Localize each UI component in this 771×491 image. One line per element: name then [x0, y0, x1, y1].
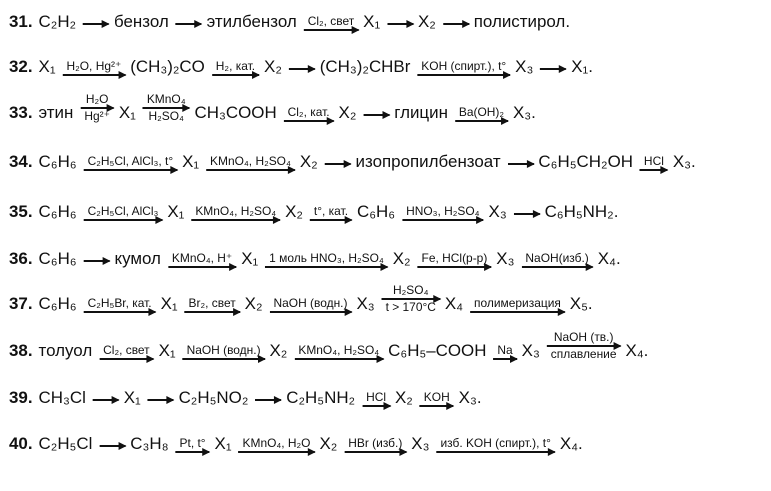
arrow-icon — [255, 399, 281, 401]
reaction-condition: 1 моль HNO₃, H₂SO₄ — [269, 251, 384, 266]
compound: C₂H₅NO₂ — [178, 388, 249, 407]
task-line — [9, 150, 768, 172]
reaction-condition: Br₂, свет — [188, 296, 236, 311]
reaction-condition: KOH — [423, 390, 450, 405]
reaction-arrow — [387, 22, 413, 32]
task-number: 34. — [9, 152, 33, 171]
task-number: 31. — [9, 12, 33, 31]
reaction-arrow — [443, 22, 469, 32]
reaction-condition: Fe, HCl(р-р) — [421, 251, 488, 266]
compound: X₄ — [444, 294, 464, 313]
reaction-arrow — [80, 93, 114, 123]
arrow-icon — [84, 169, 177, 171]
reaction-arrow — [148, 398, 174, 408]
compound: X₃. — [672, 152, 696, 171]
compound: X₄. — [597, 249, 621, 268]
reaction-arrow — [640, 155, 668, 172]
arrow-icon — [402, 219, 483, 221]
compound: X₂ — [244, 294, 263, 313]
compound: X₄. — [625, 341, 649, 360]
compound: C₃H₈ — [130, 434, 169, 453]
reaction-arrow — [270, 297, 352, 314]
arrow-icon — [99, 445, 125, 447]
compound: X₂ — [264, 57, 282, 76]
reaction-condition: H₂SO₄ — [393, 283, 429, 298]
reaction-condition: изб. KOH (спирт.), t° — [440, 436, 551, 451]
compound: X₄. — [559, 434, 583, 453]
task-number: 37. — [9, 294, 33, 313]
reaction-arrow — [84, 205, 163, 222]
reaction-condition: KOH (спирт.), t° — [421, 59, 507, 74]
reaction-arrow — [455, 106, 508, 123]
reaction-condition: HCl — [366, 390, 387, 405]
reaction-condition: C₂H₅Br, кат. — [87, 296, 152, 311]
arrow-icon — [289, 68, 315, 70]
compound: X₁ — [38, 57, 56, 76]
compound: C₂H₂ — [38, 12, 77, 31]
reaction-arrow — [508, 162, 534, 172]
arrow-icon — [99, 358, 153, 360]
arrow-icon — [176, 451, 210, 453]
reaction-condition: Cl₂, свет — [307, 14, 355, 29]
arrow-icon — [363, 114, 389, 116]
arrow-icon — [284, 120, 334, 122]
task-number: 32. — [9, 57, 33, 76]
compound: (CH₃)₂CO — [130, 57, 205, 76]
reaction-arrow — [168, 252, 236, 269]
compound: C₆H₆ — [38, 202, 77, 221]
compound: C₆H₆ — [356, 202, 396, 221]
arrow-icon — [84, 219, 163, 221]
compound: X₂ — [319, 434, 338, 453]
compound: CH₃COOH — [194, 103, 277, 122]
reaction-condition: H₂, кат. — [215, 59, 256, 74]
task-number: 40. — [9, 434, 33, 453]
compound: этилбензол — [206, 12, 297, 31]
reaction-condition: KMnO₄, H₂SO₄ — [298, 343, 380, 358]
reaction-arrow — [540, 67, 566, 77]
compound: X₃ — [411, 434, 430, 453]
arrow-icon — [270, 311, 352, 313]
reaction-condition: C₂H₅Cl, AlCl₃, t° — [87, 154, 174, 169]
arrow-icon — [514, 213, 540, 215]
arrow-icon — [417, 74, 510, 76]
reaction-arrow — [84, 259, 110, 269]
reaction-arrow — [83, 22, 109, 32]
reaction-condition: HBr (изб.) — [348, 436, 403, 451]
compound: C₂H₅NH₂ — [286, 388, 356, 407]
reaction-arrow — [363, 113, 389, 123]
arrow-icon — [191, 219, 280, 221]
reaction-arrow — [417, 60, 510, 77]
task-number: 33. — [9, 103, 33, 122]
arrow-icon — [540, 68, 566, 70]
arrow-icon — [547, 345, 621, 347]
task-line — [9, 386, 768, 408]
reaction-condition: KMnO₄, H₂SO₄ — [210, 154, 291, 169]
task-line — [9, 283, 768, 314]
reaction-arrow — [493, 344, 516, 361]
compound: X₁ — [158, 341, 176, 360]
reaction-arrow — [325, 162, 351, 172]
reaction-condition-below: t > 170°C — [385, 300, 436, 314]
compound: X₁ — [363, 12, 381, 31]
compound: X₂ — [338, 103, 357, 122]
reaction-condition-below: H₂SO₄ — [148, 109, 184, 123]
arrow-icon — [418, 266, 492, 268]
compound: X₂ — [418, 12, 436, 31]
arrow-icon — [362, 405, 390, 407]
arrow-icon — [80, 107, 114, 109]
task-line — [9, 330, 768, 361]
reaction-arrow — [418, 252, 492, 269]
reaction-arrow — [63, 60, 126, 77]
arrow-icon — [294, 358, 383, 360]
reaction-arrow — [185, 297, 240, 314]
arrow-icon — [304, 29, 358, 31]
arrow-icon — [84, 260, 110, 262]
compound: X₃ — [488, 202, 507, 221]
arrow-icon — [143, 107, 190, 109]
compound: (CH₃)₂CHBr — [319, 57, 411, 76]
reaction-arrow — [304, 15, 358, 32]
reaction-arrow — [176, 437, 210, 454]
arrow-icon — [344, 451, 406, 453]
arrow-icon — [83, 23, 109, 25]
arrow-icon — [382, 298, 440, 300]
compound: C₆H₅NH₂. — [544, 202, 619, 221]
arrow-icon — [508, 163, 534, 165]
reaction-arrow — [547, 331, 621, 361]
reaction-condition: H₂O, Hg²⁺ — [66, 59, 122, 74]
reaction-arrow — [176, 22, 202, 32]
arrow-icon — [183, 358, 265, 360]
compound: этин — [38, 103, 74, 122]
compound: X₁ — [241, 249, 259, 268]
arrow-icon — [436, 451, 554, 453]
compound: X₁ — [167, 202, 185, 221]
task-number: 39. — [9, 388, 33, 407]
reaction-condition: KMnO₄, H⁺ — [171, 251, 233, 266]
reaction-condition: KMnO₄, H₂SO₄ — [195, 204, 277, 219]
reaction-arrow — [265, 252, 388, 269]
arrow-icon — [493, 358, 516, 360]
reaction-condition: KMnO₄ — [146, 92, 186, 107]
arrow-icon — [93, 399, 119, 401]
compound: C₆H₆ — [38, 249, 77, 268]
compound: X₃. — [458, 388, 482, 407]
arrow-icon — [521, 266, 592, 268]
reaction-arrow — [255, 398, 281, 408]
arrow-icon — [176, 23, 202, 25]
reaction-condition: NaOH (тв.) — [553, 330, 614, 345]
compound: X₃ — [496, 249, 515, 268]
compound: глицин — [394, 103, 448, 122]
compound: X₃. — [512, 103, 536, 122]
reaction-arrow — [436, 437, 554, 454]
compound: C₆H₅CH₂OH — [538, 152, 633, 171]
reaction-condition-below: Hg²⁺ — [84, 109, 110, 123]
reaction-arrow — [521, 252, 592, 269]
compound: X₁. — [571, 57, 593, 76]
reaction-condition: HNO₃, H₂SO₄ — [406, 204, 480, 219]
task-line — [9, 247, 768, 269]
arrow-icon — [265, 266, 388, 268]
arrow-icon — [185, 311, 240, 313]
compound: X₂ — [269, 341, 288, 360]
reaction-arrow — [470, 297, 565, 314]
arrow-icon — [239, 451, 315, 453]
arrow-icon — [443, 23, 469, 25]
compound: X₃ — [356, 294, 375, 313]
arrow-icon — [640, 169, 668, 171]
compound: X₃ — [515, 57, 534, 76]
task-line — [9, 10, 768, 32]
compound: X₂ — [392, 249, 411, 268]
reaction-arrow — [93, 398, 119, 408]
arrow-icon — [455, 120, 508, 122]
compound: C₂H₅Cl — [38, 434, 93, 453]
reaction-condition: H₂O — [85, 92, 109, 107]
reaction-condition: NaOH (водн.) — [273, 296, 348, 311]
task-number: 36. — [9, 249, 33, 268]
reaction-arrow — [402, 205, 483, 222]
compound: C₆H₆ — [38, 152, 77, 171]
reaction-arrow — [99, 344, 153, 361]
reaction-arrow — [420, 391, 454, 408]
reaction-condition: t°, кат. — [313, 204, 349, 219]
reaction-arrow — [344, 437, 406, 454]
arrow-icon — [84, 311, 156, 313]
task-line — [9, 55, 768, 77]
reaction-condition: HCl — [643, 154, 664, 169]
reaction-arrow — [310, 205, 352, 222]
compound: CH₃Cl — [38, 388, 86, 407]
reaction-arrow — [514, 212, 540, 222]
compound: X₂ — [285, 202, 303, 221]
compound: бензол — [113, 12, 169, 31]
arrow-icon — [63, 74, 126, 76]
reaction-arrow — [183, 344, 265, 361]
reaction-condition: Cl₂, свет — [103, 343, 150, 358]
compound: кумол — [114, 249, 161, 268]
reaction-arrow — [362, 391, 390, 408]
reaction-condition: Cl₂, кат. — [287, 105, 330, 120]
reaction-condition: полимеризация — [474, 296, 561, 311]
task-line — [9, 200, 768, 222]
compound: X₂ — [394, 388, 413, 407]
compound: X₃ — [521, 341, 540, 360]
arrow-icon — [325, 163, 351, 165]
task-number: 35. — [9, 202, 33, 221]
reaction-arrow — [84, 155, 177, 172]
reaction-arrow — [84, 297, 156, 314]
arrow-icon — [387, 23, 413, 25]
compound: полистирол. — [473, 12, 571, 31]
arrow-icon — [168, 266, 236, 268]
task-number: 38. — [9, 341, 33, 360]
arrow-icon — [310, 219, 352, 221]
reaction-arrow — [191, 205, 280, 222]
task-line — [9, 432, 768, 454]
compound: X₁ — [214, 434, 232, 453]
reaction-condition: NaOH(изб.) — [525, 251, 589, 266]
reaction-arrow — [284, 106, 334, 123]
arrow-icon — [206, 169, 295, 171]
compound: C₆H₆ — [38, 294, 77, 313]
reaction-arrow — [99, 444, 125, 454]
reaction-arrow — [143, 93, 190, 123]
reaction-arrow — [382, 284, 440, 314]
compound: X₂ — [299, 152, 318, 171]
reaction-condition: NaOH (водн.) — [186, 343, 261, 358]
compound: X₁ — [123, 388, 141, 407]
reaction-condition: Na — [497, 343, 513, 358]
arrow-icon — [420, 405, 454, 407]
reaction-condition-below: сплавление — [550, 347, 617, 361]
compound: X₁ — [118, 103, 136, 122]
reaction-condition: C₂H₅Cl, AlCl₃ — [87, 204, 159, 219]
compound: X₁ — [160, 294, 178, 313]
reaction-arrow — [294, 344, 383, 361]
arrow-icon — [212, 74, 259, 76]
arrow-icon — [470, 311, 565, 313]
task-line — [9, 92, 768, 123]
reaction-arrow — [206, 155, 295, 172]
compound: X₅. — [569, 294, 593, 313]
reaction-arrow — [289, 67, 315, 77]
arrow-icon — [148, 399, 174, 401]
reaction-condition: Ba(OH)₂ — [458, 105, 505, 120]
reaction-condition: KMnO₄, H₂O — [242, 436, 311, 451]
compound: толуол — [38, 341, 93, 360]
compound: C₆H₅–COOH — [388, 341, 487, 360]
compound: изопропилбензоат — [355, 152, 501, 171]
reaction-arrow — [239, 437, 315, 454]
compound: X₁ — [182, 152, 200, 171]
reaction-arrow — [212, 60, 259, 77]
reaction-condition: Pt, t° — [179, 436, 206, 451]
